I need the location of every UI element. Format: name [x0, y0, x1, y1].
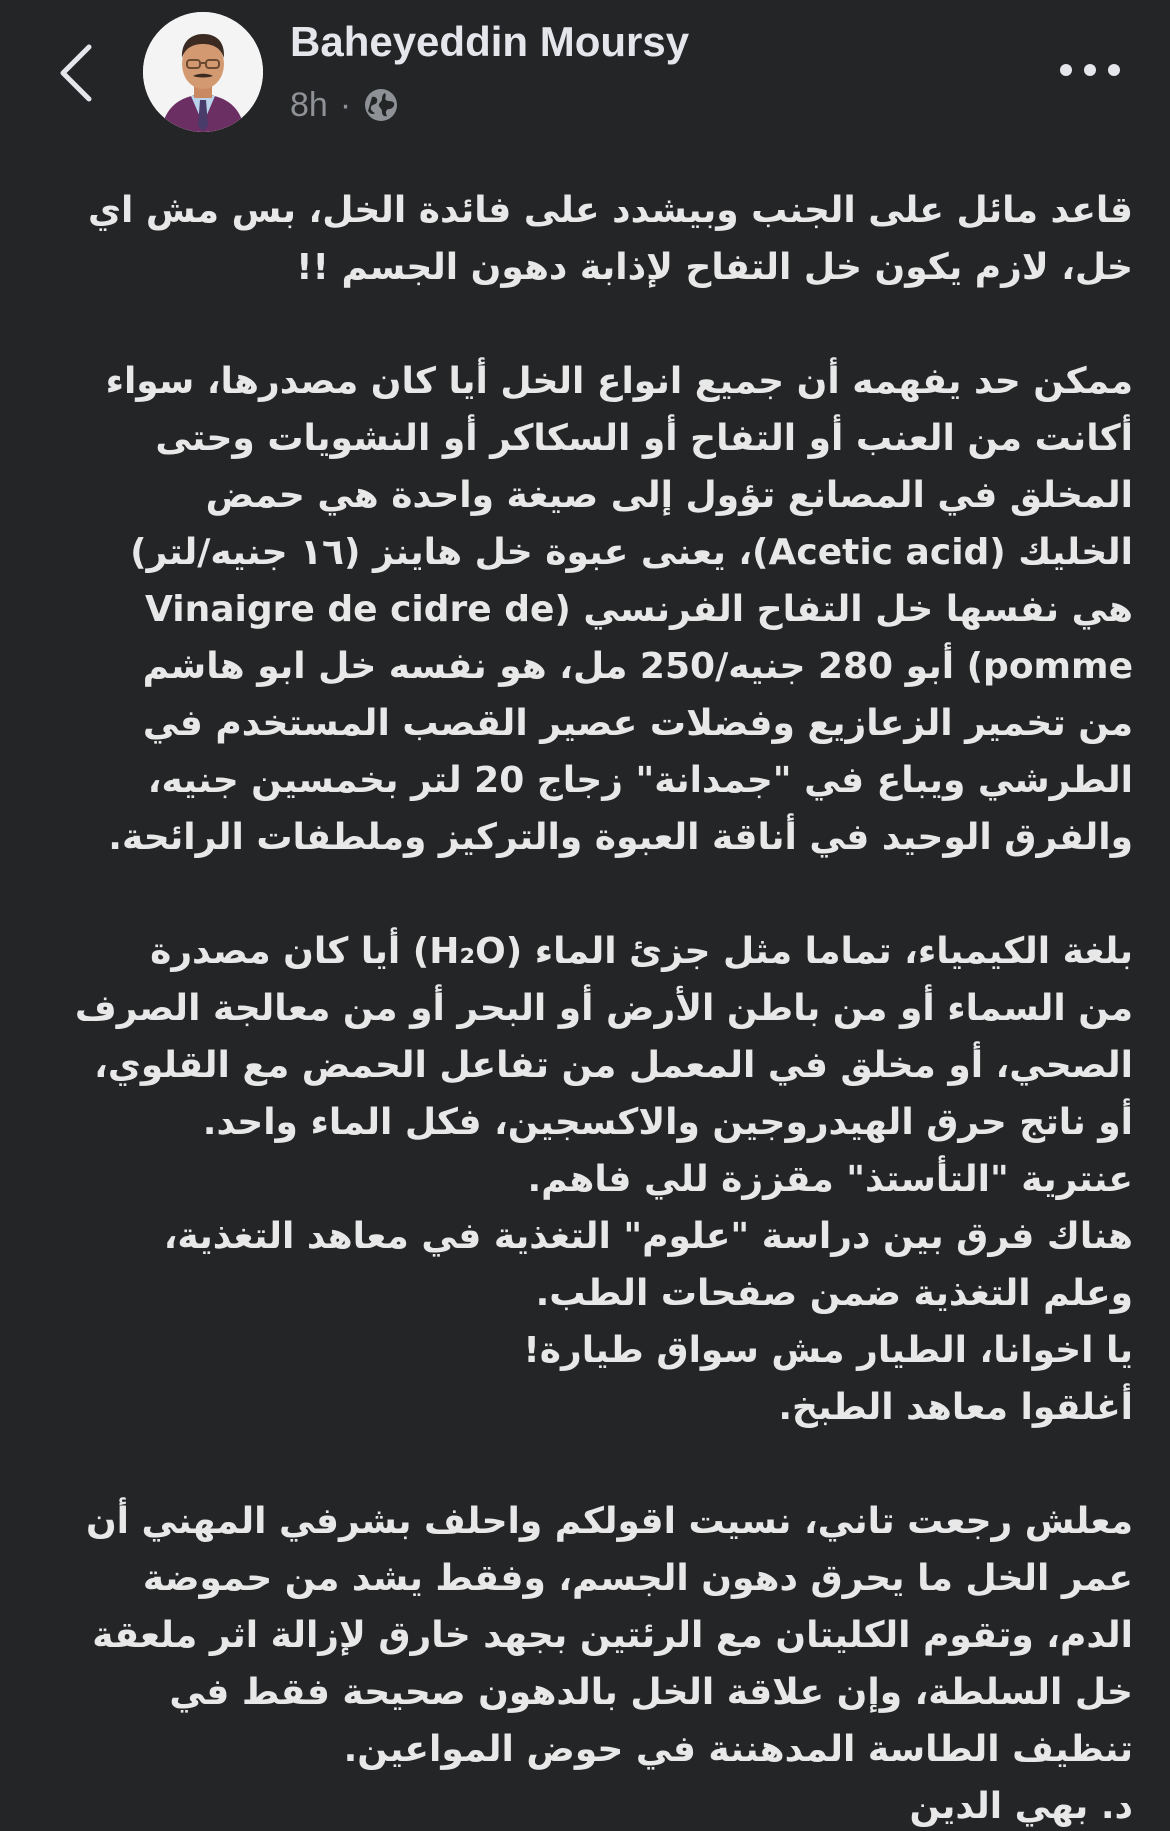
text-line: أكانت من العنب أو التفاح أو السكاكر أو النشويات وحتى — [155, 418, 1133, 459]
avatar-image — [143, 12, 263, 132]
text-line: pomme) أبو 280 جنيه/250 مل، هو نفسه خل ابو هاشم — [142, 646, 1133, 687]
post-paragraph-3 — [38, 923, 1133, 1436]
meta-separator: · — [339, 85, 352, 124]
text-line: من تخمير الزعازيع وفضلات عصير القصب المستخدم في — [142, 703, 1133, 744]
text-line: قاعد مائل على الجنب وبيشدد على فائدة الخل، بس مش اي — [88, 190, 1133, 231]
text-line: الطرشي ويباع في "جمدانة" زجاج 20 لتر بخمسين جنيه، — [147, 760, 1133, 801]
text-line: المخلق في المصانع تؤول إلى صيغة واحدة هي حمض — [205, 475, 1133, 516]
text-line: خل، لازم يكون خل التفاح لإذابة دهون الجسم !! — [296, 247, 1133, 288]
post-meta — [290, 80, 399, 130]
text-line: هناك فرق بين دراسة "علوم" التغذية في معاهد التغذية، — [163, 1216, 1133, 1257]
text-line: ممكن حد يفهمه أن جميع انواع الخل أيا كان مصدرها، سواء — [105, 361, 1133, 402]
post-paragraph-1 — [38, 182, 1133, 296]
text-line: بلغة الكيمياء، تماما مثل جزئ الماء (H₂O) أيا كان مصدرة — [150, 931, 1133, 972]
text-line: خل السلطة، وإن علاقة الخل بالدهون صحيحة فقط في — [169, 1672, 1133, 1713]
text-line: عمر الخل ما يحرق دهون الجسم، وفقط يشد من حموضة — [142, 1558, 1133, 1599]
text-line: تنظيف الطاسة المدهننة في حوض المواعين. — [343, 1729, 1133, 1770]
post-text — [38, 182, 1133, 1831]
text-line: يا اخوانا، الطيار مش سواق طيارة! — [523, 1330, 1133, 1371]
author-name[interactable]: Baheyeddin Moursy — [290, 18, 690, 65]
text-line: معلش رجعت تاني، نسيت اقولكم واحلف بشرفي المهني أن — [85, 1501, 1133, 1542]
post-header — [0, 0, 1170, 150]
text-line: وعلم التغذية ضمن صفحات الطب. — [535, 1273, 1133, 1314]
text-line: الصحي، أو مخلق في المعمل من تفاعل الحمض مع القلوي، — [94, 1045, 1133, 1086]
text-line: الدم، وتقوم الكليتان مع الرئتين بجهد خارق لإزالة اثر ملعقة — [92, 1615, 1133, 1656]
chevron-left-icon — [55, 41, 95, 105]
text-line: هي نفسها خل التفاح الفرنسي (Vinaigre de cidre de — [145, 589, 1133, 630]
text-line: عنترية "التأستذ" مقززة للي فاهم. — [527, 1159, 1133, 1200]
more-options-button[interactable] — [1050, 45, 1130, 95]
text-line: من السماء أو من باطن الأرض أو البحر أو من معالجة الصرف — [74, 988, 1133, 1029]
post-time[interactable]: 8h — [290, 85, 328, 124]
back-button[interactable] — [40, 35, 110, 110]
text-line: أغلقوا معاهد الطبخ. — [778, 1387, 1133, 1428]
post-paragraph-4 — [38, 1493, 1133, 1831]
post-signature: د. بهي الدين — [909, 1786, 1133, 1827]
more-horizontal-icon — [1058, 62, 1122, 78]
globe-icon — [363, 87, 399, 123]
text-line: الخليك (Acetic acid)، يعنى عبوة خل هاينز (١٦ جنيه/لتر) — [130, 532, 1133, 573]
avatar[interactable] — [143, 12, 263, 132]
post-paragraph-2 — [38, 353, 1133, 866]
text-line: والفرق الوحيد في أناقة العبوة والتركيز وملطفات الرائحة. — [108, 817, 1133, 858]
text-line: أو ناتج حرق الهيدروجين والاكسجين، فكل الماء واحد. — [202, 1102, 1133, 1143]
